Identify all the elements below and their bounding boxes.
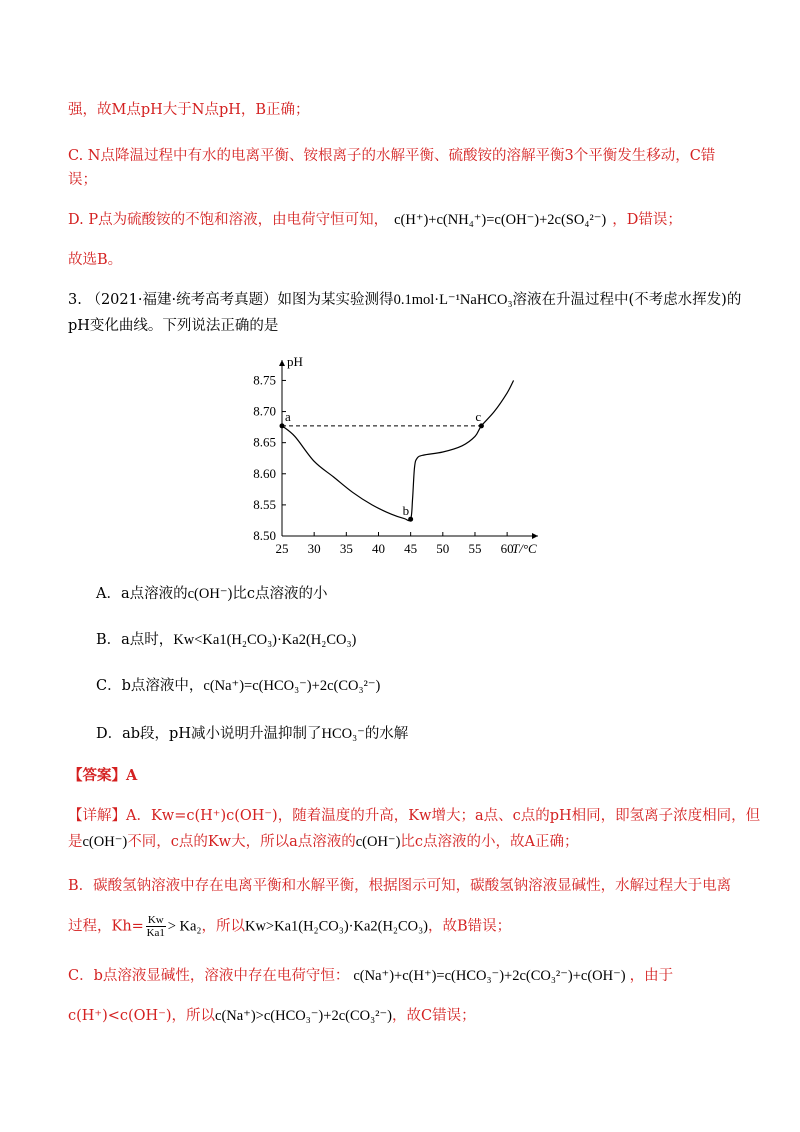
option-d[interactable] xyxy=(96,724,408,744)
answer-explain-5a: C．b点溶液显碱性，溶液中存在电荷守恒： xyxy=(68,968,350,984)
option-d-formula: HCO₃⁻ xyxy=(321,726,365,742)
answer-explain-2c: 不同，c点的Kw大，所以a点溶液的 xyxy=(127,834,356,850)
option-a-rest: 比c点溶液的小 xyxy=(232,586,328,602)
y-tick-label: 8.65 xyxy=(253,434,276,450)
answer-explain-2a: 是 xyxy=(68,834,83,850)
option-c-text: C．b点溶液中， xyxy=(96,678,204,694)
option-a[interactable] xyxy=(96,584,327,604)
explain-d-text: D. P点为硫酸铵的不饱和溶液，由电荷守恒可知， xyxy=(68,212,389,228)
x-tick-label: 40 xyxy=(371,541,385,556)
na-compare-formula: c(Na⁺)>c(HCO₃⁻)+2c(CO₃²⁻) xyxy=(215,1008,392,1024)
answer-explain-2 xyxy=(68,832,579,852)
answer-kh-label: 过程，Kh= xyxy=(68,918,144,935)
ph-curve xyxy=(282,380,514,520)
kh-compare: > Ka₂ xyxy=(167,918,202,935)
charge-balance-formula: c(H⁺)+c(NH₄⁺)=c(OH⁻)+2c(SO₄²⁻) xyxy=(394,212,607,228)
point-label-b: b xyxy=(402,503,410,519)
ph-temperature-chart xyxy=(230,350,560,560)
x-tick-label: 30 xyxy=(307,541,321,556)
kh-fraction xyxy=(146,914,166,939)
explain-line-4 xyxy=(68,210,682,230)
answer-explain-6a: c(H⁺)<c(OH⁻)，所以 xyxy=(68,1008,216,1024)
point-label-c: c xyxy=(475,408,482,424)
explain-d-result: ，D错误； xyxy=(612,212,682,228)
answer-oh-formula-2: c(OH⁻) xyxy=(355,834,401,850)
y-tick-label: 8.50 xyxy=(253,528,276,543)
option-a-text: A．a点溶液的 xyxy=(96,586,188,602)
chart-series xyxy=(282,380,514,520)
y-tick-label: 8.60 xyxy=(253,465,276,481)
answer-explain-4 xyxy=(68,914,511,939)
explain-line-3: 误； xyxy=(68,172,97,188)
x-tick-label: 35 xyxy=(339,541,353,556)
answer-explain-2e: 比c点溶液的小，故A正确； xyxy=(400,834,579,850)
x-axis-arrow xyxy=(532,533,538,539)
option-c[interactable] xyxy=(96,676,380,696)
y-tick-label: 8.75 xyxy=(253,372,276,388)
kh-denominator: Ka1 xyxy=(146,927,165,939)
answer-explain-3: B．碳酸氢钠溶液中存在电离平衡和水解平衡，根据图示可知，碳酸氢钠溶液显碱性，水解过程大于电离 xyxy=(68,878,732,894)
answer-oh-formula-1: c(OH⁻) xyxy=(82,834,128,850)
charge-balance-b: c(Na⁺)+c(H⁺)=c(HCO₃⁻)+2c(CO₃²⁻)+c(OH⁻) xyxy=(353,968,626,984)
explain-line-1: 强，故M点pH大于N点pH，B正确； xyxy=(68,102,310,118)
explain-line-5: 故选B。 xyxy=(68,252,123,268)
answer-explain-1: 【详解】A．Kw=c(H⁺)c(OH⁻)，随着温度的升高，Kw增大；a点、c点的pH相同，即氢离子浓度相同，但 xyxy=(68,808,761,824)
option-d-text: D．ab段，pH减小说明升温抑制了 xyxy=(96,726,322,742)
x-tick-label: 25 xyxy=(275,541,289,556)
option-d-rest: 的水解 xyxy=(364,726,409,742)
y-axis-arrow xyxy=(279,360,285,366)
point-label-a: a xyxy=(285,408,291,424)
point-a xyxy=(280,423,285,428)
option-c-formula: c(Na⁺)=c(HCO₃⁻)+2c(CO₃²⁻) xyxy=(203,678,381,694)
question-intro-rest: 溶液在升温过程中(不考虑水挥发)的 xyxy=(512,292,742,308)
answer-explain-5 xyxy=(68,966,673,986)
option-b-formula: Kw<Ka1(H₂CO₃)·Ka2(H₂CO₃) xyxy=(173,632,357,648)
y-axis-label: pH xyxy=(287,354,303,369)
kh-numerator: Kw xyxy=(147,914,164,926)
x-tick-label: 50 xyxy=(436,541,450,556)
option-b[interactable] xyxy=(96,630,356,650)
option-a-formula: c(OH⁻) xyxy=(187,586,233,602)
answer-explain-5c: ，由于 xyxy=(629,968,674,984)
question-intro: 3. （2021·福建·统考高考真题）如图为某实验测得 xyxy=(68,292,394,308)
answer-explain-4c: ，所以 xyxy=(201,918,245,935)
question-line-1 xyxy=(68,290,741,310)
x-axis-label: T/°C xyxy=(512,541,537,556)
option-b-text: B．a点时， xyxy=(96,632,174,648)
question-line-2: pH变化曲线。下列说法正确的是 xyxy=(68,318,279,334)
kw-compare-formula: Kw>Ka1(H₂CO₃)·Ka2(H₂CO₃) xyxy=(244,918,429,935)
concentration-formula: 0.1mol·L⁻¹NaHCO₃ xyxy=(393,292,513,308)
chart-axes xyxy=(279,354,538,556)
answer-explain-6c: ，故C错误； xyxy=(391,1008,476,1024)
point-c xyxy=(479,423,484,428)
x-tick-label: 55 xyxy=(468,541,482,556)
answer-explain-4e: ，故B错误； xyxy=(428,918,512,935)
answer-explain-6 xyxy=(68,1006,476,1026)
explain-line-2: C. N点降温过程中有水的电离平衡、铵根离子的水解平衡、硫酸铵的溶解平衡3个平衡发生移动，C错 xyxy=(68,148,716,164)
x-tick-label: 60 xyxy=(500,541,514,556)
y-tick-label: 8.70 xyxy=(253,403,276,419)
x-tick-label: 45 xyxy=(404,541,418,556)
chart-ticks xyxy=(253,372,513,556)
y-tick-label: 8.55 xyxy=(253,496,276,512)
answer-label: 【答案】A xyxy=(68,767,138,784)
